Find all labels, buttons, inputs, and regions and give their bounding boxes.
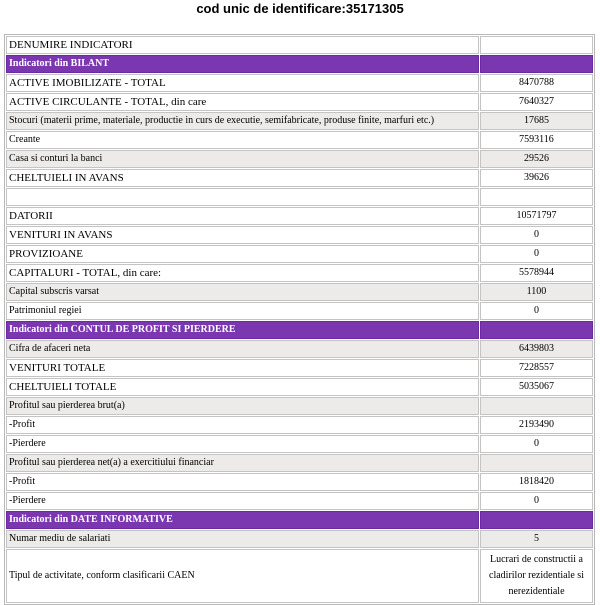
indicator-label: CAPITALURI - TOTAL, din care: [6, 264, 479, 282]
indicator-value [480, 188, 593, 206]
indicator-row [6, 549, 593, 603]
indicator-label: ACTIVE CIRCULANTE - TOTAL, din care [6, 93, 479, 111]
section-header-row [6, 321, 593, 339]
indicator-label: VENITURI IN AVANS [6, 226, 479, 244]
indicator-row [6, 36, 593, 54]
indicator-row [6, 207, 593, 225]
indicator-value: 5578944 [480, 264, 593, 282]
indicator-value: 8470788 [480, 74, 593, 92]
indicator-row [6, 397, 593, 415]
indicator-value: 10571797 [480, 207, 593, 225]
indicator-value: 2193490 [480, 416, 593, 434]
indicator-value: 6439803 [480, 340, 593, 358]
indicator-label: Capital subscris varsat [6, 283, 479, 301]
indicator-value [480, 55, 593, 73]
indicator-row [6, 416, 593, 434]
indicator-row [6, 283, 593, 301]
indicator-label: Numar mediu de salariati [6, 530, 479, 548]
indicator-value: Lucrari de constructii a cladirilor rezidentiale si nerezidentiale [480, 549, 593, 603]
section-header-label: Indicatori din CONTUL DE PROFIT SI PIERDERE [6, 321, 479, 339]
section-header-row [6, 511, 593, 529]
indicator-row [6, 378, 593, 396]
indicator-label: PROVIZIOANE [6, 245, 479, 263]
indicator-row [6, 454, 593, 472]
page-title: cod unic de identificare:35171305 [196, 1, 404, 16]
indicator-label: -Pierdere [6, 435, 479, 453]
indicator-value: 0 [480, 226, 593, 244]
indicator-label: Tipul de activitate, conform clasificarii CAEN [6, 549, 479, 603]
indicator-value: 29526 [480, 150, 593, 168]
indicators-table [4, 34, 595, 605]
indicator-value: 0 [480, 245, 593, 263]
indicator-value: 7228557 [480, 359, 593, 377]
indicator-value [480, 511, 593, 529]
indicator-row [6, 169, 593, 187]
indicator-label: Cifra de afaceri neta [6, 340, 479, 358]
indicator-label: -Profit [6, 473, 479, 491]
indicator-value: 5 [480, 530, 593, 548]
indicator-value: 1100 [480, 283, 593, 301]
section-header-label: Indicatori din DATE INFORMATIVE [6, 511, 479, 529]
indicator-label: CHELTUIELI IN AVANS [6, 169, 479, 187]
indicator-row [6, 492, 593, 510]
indicator-label: ACTIVE IMOBILIZATE - TOTAL [6, 74, 479, 92]
section-header-label: Indicatori din BILANT [6, 55, 479, 73]
indicator-label: Patrimoniul regiei [6, 302, 479, 320]
indicator-label: DENUMIRE INDICATORI [6, 36, 479, 54]
indicator-row [6, 74, 593, 92]
indicator-row [6, 530, 593, 548]
indicator-row [6, 245, 593, 263]
indicator-value: 39626 [480, 169, 593, 187]
indicator-label: Profitul sau pierderea net(a) a exercitiului financiar [6, 454, 479, 472]
indicator-label: Profitul sau pierderea brut(a) [6, 397, 479, 415]
indicator-value: 5035067 [480, 378, 593, 396]
indicator-value [480, 321, 593, 339]
indicator-row [6, 340, 593, 358]
indicator-label: -Pierdere [6, 492, 479, 510]
indicator-label: CHELTUIELI TOTALE [6, 378, 479, 396]
indicator-row [6, 226, 593, 244]
indicator-value: 7593116 [480, 131, 593, 149]
indicator-label: Casa si conturi la banci [6, 150, 479, 168]
indicator-row [6, 131, 593, 149]
indicator-label: -Profit [6, 416, 479, 434]
indicator-row [6, 93, 593, 111]
indicator-label: Stocuri (materii prime, materiale, productie in curs de executie, semifabricate, produse finite, marfuri etc.) [6, 112, 479, 130]
indicator-value [480, 397, 593, 415]
indicator-row [6, 302, 593, 320]
indicator-label: Creante [6, 131, 479, 149]
indicators-table-body [6, 36, 593, 603]
indicator-value: 7640327 [480, 93, 593, 111]
indicator-row [6, 435, 593, 453]
indicator-value [480, 454, 593, 472]
indicator-row [6, 473, 593, 491]
indicator-row [6, 359, 593, 377]
indicator-label: VENITURI TOTALE [6, 359, 479, 377]
indicator-value [480, 36, 593, 54]
indicator-row [6, 150, 593, 168]
indicator-value: 17685 [480, 112, 593, 130]
indicator-row [6, 264, 593, 282]
indicator-row [6, 112, 593, 130]
indicator-value: 0 [480, 492, 593, 510]
indicator-row [6, 188, 593, 206]
indicator-label: DATORII [6, 207, 479, 225]
indicator-value: 0 [480, 302, 593, 320]
indicator-value: 1818420 [480, 473, 593, 491]
indicator-value: 0 [480, 435, 593, 453]
indicator-label [6, 188, 479, 206]
section-header-row [6, 55, 593, 73]
